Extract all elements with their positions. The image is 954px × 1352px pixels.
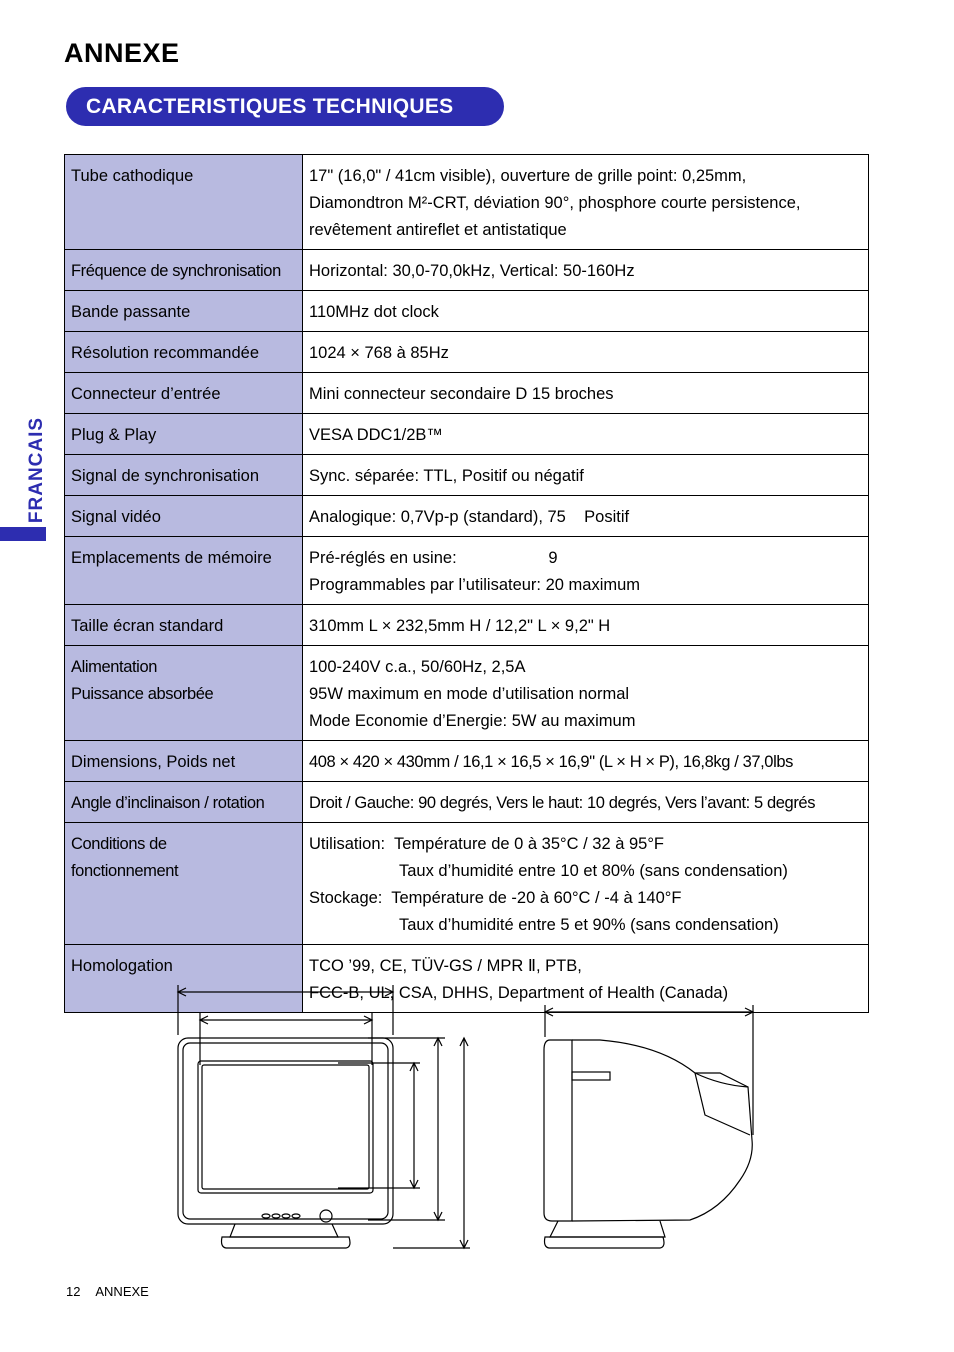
spec-row [65,823,869,945]
spec-label: Signal de synchronisation [65,455,303,496]
spec-table [64,154,869,1013]
spec-value-line: Taux d’humidité entre 10 et 80% (sans condensation) [399,862,788,880]
spec-row [65,373,869,414]
spec-row [65,496,869,537]
spec-label: Bande passante [65,291,303,332]
spec-value-line: 95W maximum en mode d’utilisation normal [309,685,630,703]
spec-value-line: Pré-réglés en usine: 9 [309,549,558,567]
spec-row [65,155,869,250]
page-title: ANNEXE [64,38,180,68]
spec-value-line: Stockage: Température de -20 à 60°C / -4 à 140°F [309,889,682,907]
spec-value [303,741,869,782]
spec-value-line: VESA DDC1/2B™ [309,426,443,444]
spec-label: Conditions de fonctionnement [65,823,303,945]
spec-row [65,537,869,605]
spec-value-line: Mini connecteur secondaire D 15 broches [309,385,614,403]
spec-row [65,646,869,741]
spec-value [303,823,869,945]
spec-value [303,250,869,291]
language-tab-label: FRANCAIS [26,416,47,524]
spec-value [303,414,869,455]
spec-label: Plug & Play [65,414,303,455]
spec-value [303,155,869,250]
page-number: 12 [66,1284,81,1299]
side-view-drawing [544,1005,753,1248]
spec-value-line: Mode Economie d’Energie: 5W au maximum [309,712,636,730]
spec-value-line: Droit / Gauche: 90 degrés, Vers le haut: 10 degrés, Vers l’avant: 5 degrés [309,794,816,812]
spec-value [303,605,869,646]
spec-value-line: 17" (16,0" / 41cm visible), ouverture de grille point: 0,25mm, [309,167,747,185]
section-heading: CARACTERISTIQUES TECHNIQUES [66,87,504,126]
spec-value [303,332,869,373]
spec-value-line: Sync. séparée: TTL, Positif ou négatif [309,467,584,485]
spec-label: Homologation [65,945,303,1013]
spec-label: Connecteur d’entrée [65,373,303,414]
spec-label: Résolution recommandée [65,332,303,373]
spec-value-line: revêtement antireflet et antistatique [309,221,567,239]
spec-label: Tube cathodique [65,155,303,250]
spec-value-line: 100-240V c.a., 50/60Hz, 2,5A [309,658,526,676]
spec-label: Dimensions, Poids net [65,741,303,782]
spec-value [303,537,869,605]
spec-value-line: TCO ’99, CE, TÜV-GS / MPR Ⅱ, PTB, [309,957,582,975]
spec-value-line: Utilisation: Température de 0 à 35°C / 32 à 95°F [309,835,664,853]
spec-value-line: Horizontal: 30,0-70,0kHz, Vertical: 50-160Hz [309,262,635,280]
spec-label: Signal vidéo [65,496,303,537]
spec-value-line: 408 × 420 × 430mm / 16,1 × 16,5 × 16,9" (L × H × P), 16,8kg / 37,0lbs [309,753,793,771]
front-view-drawing [178,985,470,1248]
spec-value-line: Diamondtron M²-CRT, déviation 90°, phosphore courte persistence, [309,194,801,212]
spec-row [65,782,869,823]
monitor-drawings [160,975,780,1265]
spec-value-line: FCC-B, UL, CSA, DHHS, Department of Health (Canada) [309,984,729,1002]
spec-value-line: 110MHz dot clock [309,303,439,321]
spec-label: Angle d’inclinaison / rotation [65,782,303,823]
page-footer [66,1284,161,1299]
footer-label: ANNEXE [95,1284,149,1299]
spec-row [65,455,869,496]
spec-value [303,782,869,823]
spec-value [303,373,869,414]
spec-row [65,605,869,646]
spec-value [303,291,869,332]
spec-row [65,291,869,332]
spec-value-line: 1024 × 768 à 85Hz [309,344,449,362]
spec-value-line: 310mm L × 232,5mm H / 12,2" L × 9,2" H [309,617,611,635]
spec-row [65,332,869,373]
spec-value [303,496,869,537]
spec-row [65,250,869,291]
spec-label: Fréquence de synchronisation [65,250,303,291]
spec-label: Emplacements de mémoire [65,537,303,605]
language-tab-marker [0,527,46,541]
spec-row [65,414,869,455]
spec-value-line: Analogique: 0,7Vp-p (standard), 75 Positif [309,508,630,526]
spec-value [303,455,869,496]
spec-value [303,646,869,741]
spec-label: Taille écran standard [65,605,303,646]
spec-row [65,741,869,782]
spec-value-line: Taux d’humidité entre 5 et 90% (sans condensation) [399,916,779,934]
spec-label: Alimentation Puissance absorbée [65,646,303,741]
spec-value-line: Programmables par l’utilisateur: 20 maximum [309,576,641,594]
